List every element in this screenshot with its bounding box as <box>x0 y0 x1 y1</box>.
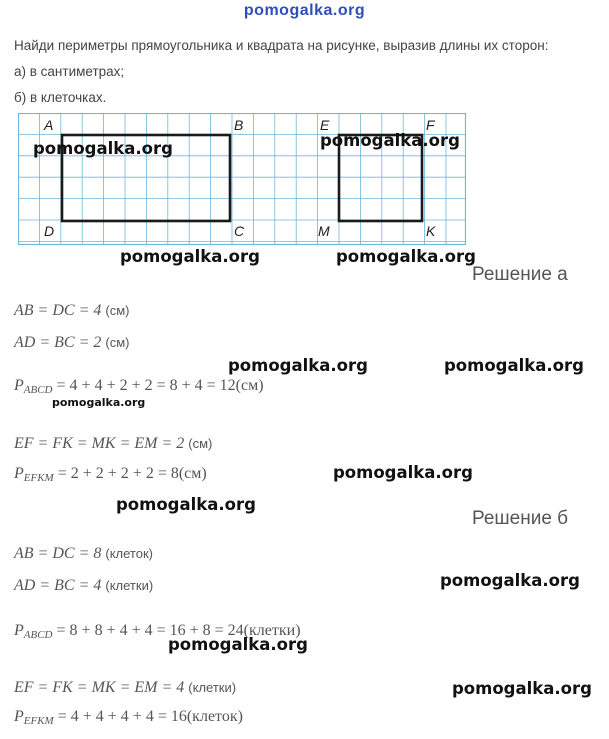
solution-b-title: Решение б <box>472 508 569 529</box>
solution-a-line-2: AD = BC = 2 (см) <box>14 334 130 351</box>
site-header-link[interactable]: pomogalka.org <box>243 2 366 19</box>
label-b: B <box>234 117 244 133</box>
solution-a-line-4: EF = FK = MK = EM = 2 (см) <box>14 435 213 452</box>
watermark: pomogalka.org <box>320 131 460 150</box>
solution-a-line-5: $P_{EFKM} = 2 + 2 + 2 + 2 = 8(см)$ <box>14 465 207 484</box>
task-text-line-3: б) в клеточках. <box>14 90 107 105</box>
task-text-line-2: а) в сантиметрах; <box>14 64 125 79</box>
watermark: pomogalka.org <box>336 247 476 266</box>
solution-b-line-3: $P_{ABCD} = 8 + 8 + 4 + 4 = 16 + 8$ = 24(клетки) <box>14 622 301 641</box>
watermark: pomogalka.org <box>52 396 146 409</box>
label-m: M <box>318 223 330 239</box>
solution-b-line-4: EF = FK = MK = EM = 4 (клетки) <box>14 679 237 696</box>
label-a: A <box>44 117 54 133</box>
solution-b-line-2: AD = BC = 4 (клетки) <box>14 577 154 594</box>
solution-a-line-3: $P_{ABCD} = 4 + 4 + 2 + 2 = 8 + 4 = 12(см)$ <box>14 377 264 396</box>
watermark: pomogalka.org <box>444 356 584 375</box>
watermark: pomogalka.org <box>228 356 368 375</box>
solution-b-line-5: $P_{EFKM} = 4 + 4 + 4 + 4$ = 16(клеток) <box>14 708 243 727</box>
watermark: pomogalka.org <box>452 679 592 698</box>
watermark: pomogalka.org <box>333 463 473 482</box>
solution-a-title: Решение а <box>472 264 568 285</box>
solution-b-line-1: AB = DC = 8 (клеток) <box>14 545 153 562</box>
label-k: K <box>426 223 436 239</box>
watermark: pomogalka.org <box>168 635 308 654</box>
label-f: F <box>426 117 435 133</box>
solution-a-line-1: AB = DC = 4 (см) <box>14 302 130 319</box>
task-text-line-1: Найди периметры прямоугольника и квадрата на рисунке, выразив длины их сторон: <box>14 38 549 53</box>
label-d: D <box>44 223 55 239</box>
watermark: pomogalka.org <box>440 571 580 590</box>
label-e: E <box>320 117 330 133</box>
watermark: pomogalka.org <box>120 247 260 266</box>
watermark: pomogalka.org <box>116 495 256 514</box>
watermark: pomogalka.org <box>33 139 173 158</box>
label-c: C <box>234 223 245 239</box>
